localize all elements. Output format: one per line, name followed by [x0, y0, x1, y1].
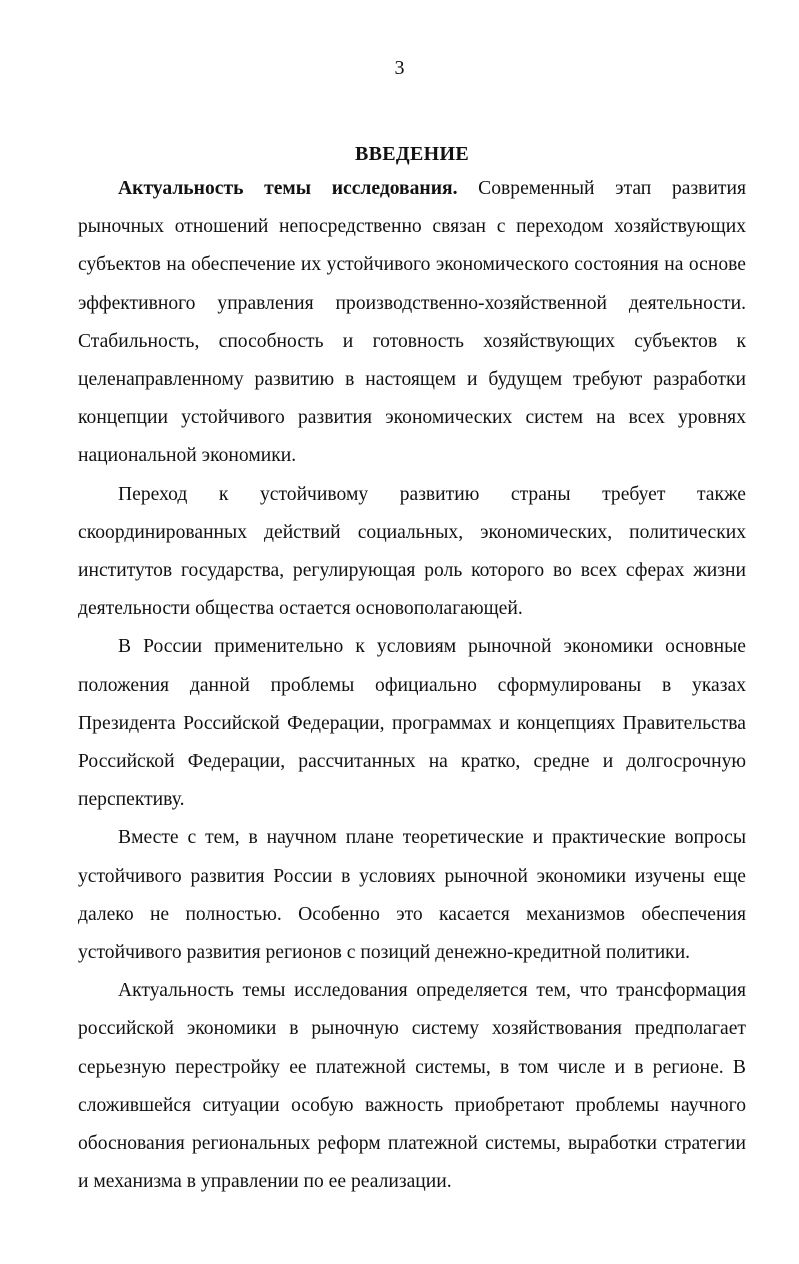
- page-number: 3: [394, 57, 405, 79]
- paragraph-relevance: [78, 170, 746, 476]
- paragraph-russia: В России применительно к условиям рыночной экономики основные положения данной проблемы официально сформулированы в указах Президента Российской Федерации, программах и концепциях Правительства Российской Федерации, рассчитанных на кратко, средне и долгосрочную перспективу.: [78, 636, 746, 811]
- section-heading: ВВЕДЕНИЕ: [355, 143, 469, 165]
- paragraph-actuality: Актуальность темы исследования определяется тем, что трансформация российской экономики в рыночную систему хозяйствования предполагает серьезную перестройку ее платежной системы, в том числе и в регионе. В сложившейся ситуации особую важность приобретают проблемы научного обоснования региональных реформ платежной системы, выработки стратегии и механизма в управлении по ее реализации.: [78, 980, 746, 1193]
- paragraph-transition: Переход к устойчивому развитию страны требует также скоординированных действий социальных, экономических, политических институтов государства, регулирующая роль которого во всех сферах жизни деятельности общества остается основополагающей.: [78, 483, 746, 620]
- paragraph-lead: Актуальность темы исследования.: [118, 178, 458, 199]
- body-text: [78, 170, 746, 1201]
- paragraph-scientific: Вместе с тем, в научном плане теоретические и практические вопросы устойчивого развития России в условиях рыночной экономики изучены еще далеко не полностью. Особенно это касается механизмов обеспечения устойчивого развития регионов с позиций денежно-кредитной политики.: [78, 827, 746, 964]
- paragraph-text: Современный этап развития рыночных отношений непосредственно связан с переходом хозяйствующих субъектов на обеспечение их устойчивого экономического состояния на основе эффективного управления производственно-хозяйственной деятельности. Стабильность, способность и готовность хозяйствующих субъектов к целенаправленному развитию в настоящем и будущем требуют разработки концепции устойчивого развития экономических систем на всех уровнях национальной экономики.: [78, 178, 746, 467]
